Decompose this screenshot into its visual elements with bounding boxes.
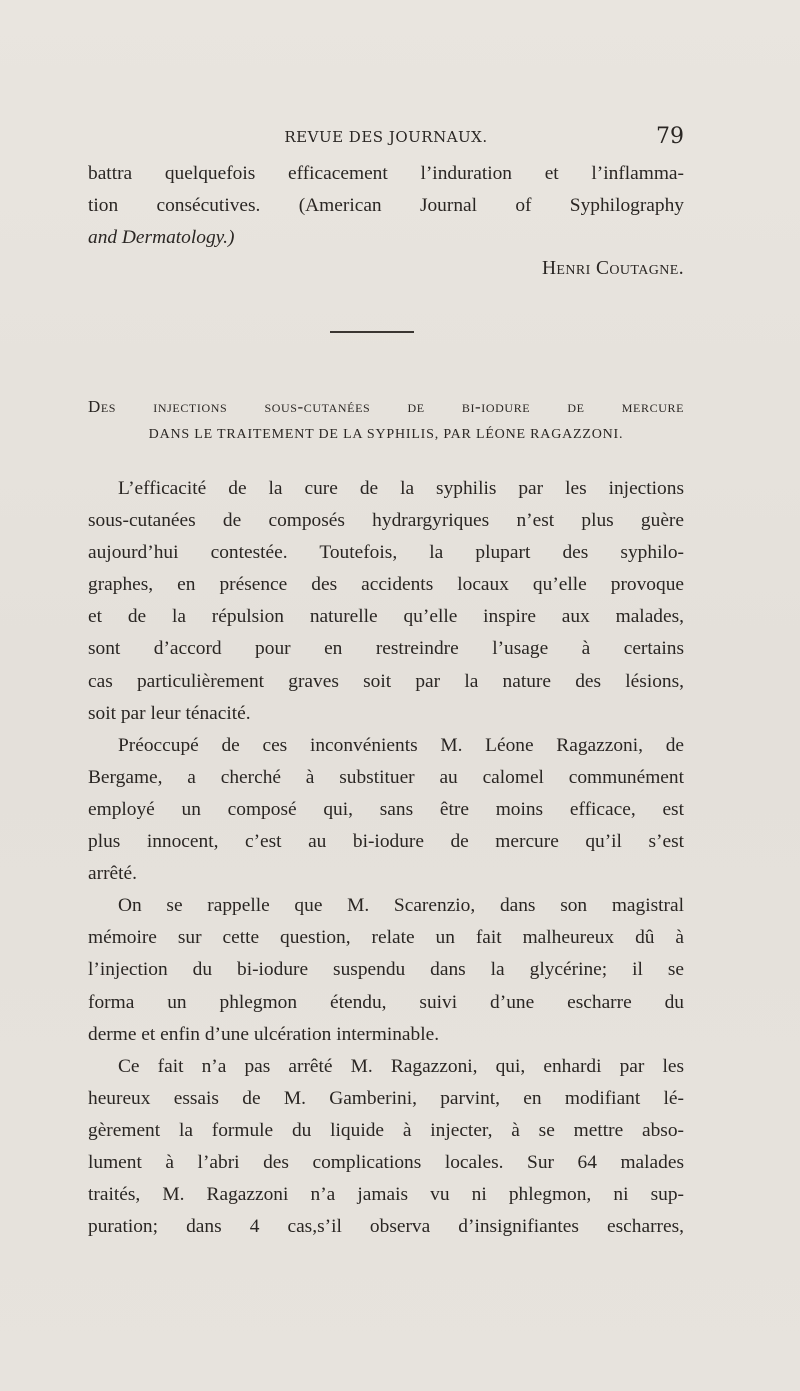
text-line: lument à l’abri des complications locales. Sur 64 malades — [88, 1151, 684, 1173]
text-line: aujourd’hui contestée. Toutefois, la plupart des syphilo- — [88, 542, 684, 564]
text-line: On se rappelle que M. Scarenzio, dans son magistral — [118, 895, 684, 917]
text-line: Ce fait n’a pas arrêté M. Ragazzoni, qui, enhardi par les — [118, 1055, 684, 1077]
text-line: derme et enfin d’une ulcération interminable. — [88, 1023, 440, 1045]
text-line: traités, M. Ragazzoni n’a jamais vu ni phlegmon, ni sup- — [88, 1184, 684, 1206]
text-line: puration; dans 4 cas,s’il observa d’insignifiantes escharres, — [88, 1216, 684, 1238]
paragraph — [88, 473, 684, 730]
page-number: 79 — [656, 124, 684, 149]
text-line: Préoccupé de ces inconvénients M. Léone Ragazzoni, de — [118, 734, 684, 756]
section-divider — [330, 331, 414, 333]
title-line-2: DANS LE TRAITEMENT DE LA SYPHILIS, PAR LÉONE RAGAZZONI. — [148, 427, 624, 442]
text-line: sous-cutanées de composés hydrargyriques n’est plus guère — [88, 510, 684, 532]
paragraph — [88, 1051, 684, 1244]
page-header — [88, 124, 684, 158]
paragraph — [88, 730, 684, 890]
text-line: gèrement la formule du liquide à injecter, à se mettre abso- — [88, 1119, 684, 1141]
text-line: plus innocent, c’est au bi-iodure de mercure qu’il s’est — [88, 831, 684, 853]
text-line: l’injection du bi-iodure suspendu dans la glycérine; il se — [88, 959, 684, 981]
article-body — [88, 473, 684, 1243]
title-line-1: Des injections sous-cutanées de bi-iodure de mercure — [88, 397, 684, 416]
text-line: cas particulièrement graves soit par la nature des lésions, — [88, 670, 684, 692]
text-line: and Dermatology.) — [88, 227, 235, 249]
text-line: sont d’accord pour en restreindre l’usage à certains — [88, 638, 684, 660]
text-line: tion consécutives. (American Journal of Syphilography — [88, 195, 684, 217]
text-line: arrêté. — [88, 863, 137, 885]
text-line: heureux essais de M. Gamberini, parvint, en modifiant lé- — [88, 1087, 684, 1109]
text-line: et de la répulsion naturelle qu’elle inspire aux malades, — [88, 606, 684, 628]
text-line: L’efficacité de la cure de la syphilis par les injections — [118, 478, 684, 499]
text-line: forma un phlegmon étendu, suivi d’une escharre du — [88, 991, 684, 1013]
text-line: mémoire sur cette question, relate un fait malheureux dû à — [88, 927, 684, 949]
text-line: Bergame, a cherché à substituer au calomel communément — [88, 766, 684, 788]
paragraph — [88, 890, 684, 1050]
text-line: graphes, en présence des accidents locaux qu’elle provoque — [88, 574, 684, 596]
text-line: battra quelquefois efficacement l’induration et l’inflamma- — [88, 163, 684, 184]
text-line: employé un composé qui, sans être moins efficace, est — [88, 798, 684, 820]
article-title — [88, 393, 684, 449]
text-line: soit par leur ténacité. — [88, 702, 251, 724]
continuation-paragraph — [88, 158, 684, 254]
running-head: REVUE DES JOURNAUX. — [284, 128, 488, 146]
author-signature: Henri Coutagne. — [541, 258, 684, 279]
